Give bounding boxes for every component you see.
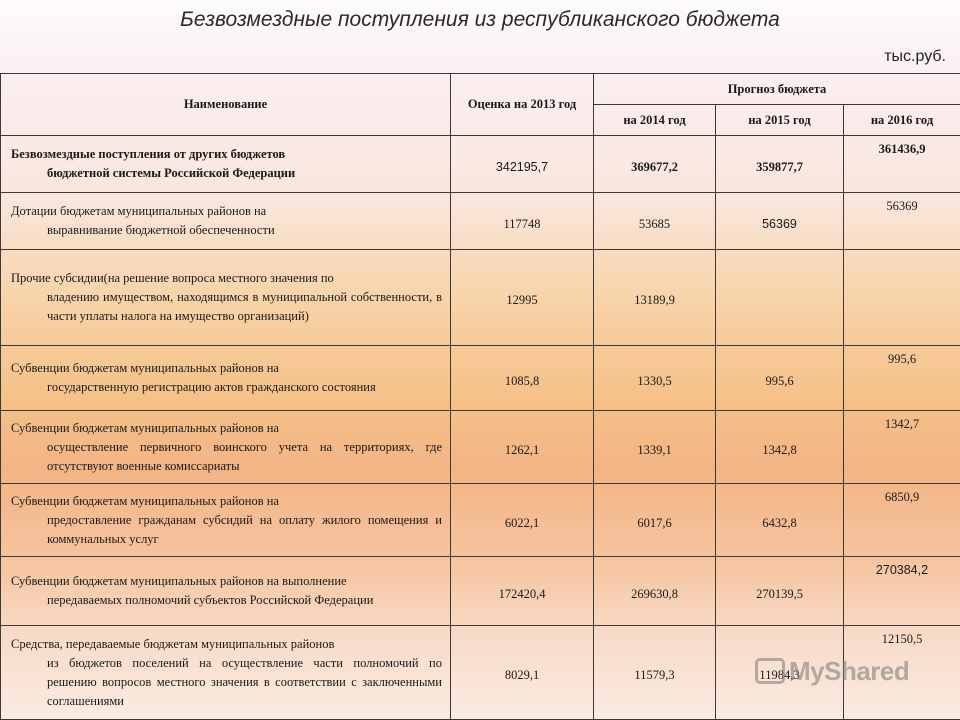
- cell-2014: 53685: [594, 193, 716, 250]
- cell-2015: 1342,8: [716, 411, 844, 484]
- table-row: [1, 193, 960, 250]
- cell-2015: 995,6: [716, 346, 844, 411]
- row-name-line2: осуществление первичного воинского учета на территориях, где отсутствуют военные комиссариаты: [47, 439, 442, 473]
- header-2015: на 2015 год: [716, 105, 844, 136]
- cell-2014: 369677,2: [594, 136, 716, 193]
- row-name-line2: из бюджетов поселений на осуществление части полномочий по решению вопросов местного значения в соответствии с заключенными соглашениями: [47, 655, 442, 708]
- cell-estimate: 117748: [451, 193, 594, 250]
- header-estimate-text: Оценка на 2013 год: [467, 97, 577, 111]
- row-name: [1, 136, 451, 193]
- watermark: [755, 656, 909, 687]
- header-2016: на 2016 год: [844, 105, 960, 136]
- cell-2016: 6850,9: [844, 484, 960, 557]
- cell-2015: [716, 250, 844, 346]
- cell-2015: 270139,5: [716, 557, 844, 626]
- cell-2016: 995,6: [844, 346, 960, 411]
- cell-2016: 1342,7: [844, 411, 960, 484]
- table-row: [1, 411, 960, 484]
- cell-estimate: 8029,1: [451, 626, 594, 720]
- units-label: тыс.руб.: [884, 48, 946, 65]
- cell-2014: 11579,3: [594, 626, 716, 720]
- row-name-line2: владению имуществом, находящимся в муниципальной собственности, в части уплаты налога на имущество организаций): [47, 290, 442, 323]
- row-name-line1: Дотации бюджетам муниципальных районов на: [11, 204, 267, 218]
- table-row: [1, 136, 960, 193]
- row-name-line1: Субвенции бюджетам муниципальных районов на: [11, 420, 279, 435]
- table-row: [1, 250, 960, 346]
- cell-estimate: 1262,1: [451, 411, 594, 484]
- row-name: [1, 557, 451, 626]
- table-row: [1, 346, 960, 411]
- row-name-line1: Средства, передаваемые бюджетам муниципальных районов: [11, 636, 335, 651]
- cell-2014: 1330,5: [594, 346, 716, 411]
- row-name-line1: Субвенции бюджетам муниципальных районов на: [11, 361, 279, 375]
- row-name-line1: Субвенции бюджетам муниципальных районов на: [11, 493, 279, 508]
- header-forecast: Прогноз бюджета: [594, 74, 960, 105]
- cell-2015: 359877,7: [716, 136, 844, 193]
- cell-2014: 269630,8: [594, 557, 716, 626]
- cell-2015: 11984,3: [716, 626, 844, 720]
- cell-2016: 270384,2: [844, 557, 960, 626]
- row-name-line2: передаваемых полномочий субъектов Российской Федерации: [47, 593, 374, 607]
- watermark-icon: [755, 658, 785, 684]
- cell-estimate: 342195,7: [451, 136, 594, 193]
- row-name: [1, 250, 451, 346]
- row-name-line2: выравнивание бюджетной обеспеченности: [47, 223, 275, 237]
- row-name-line2: бюджетной системы Российской Федерации: [47, 166, 296, 180]
- header-2014: на 2014 год: [594, 105, 716, 136]
- cell-estimate: 172420,4: [451, 557, 594, 626]
- header-name: Наименование: [1, 74, 451, 136]
- row-name-line2: государственную регистрацию актов гражданского состояния: [47, 380, 376, 394]
- cell-2016: 56369: [844, 193, 960, 250]
- cell-2014: 1339,1: [594, 411, 716, 484]
- row-name-line2: предоставление гражданам субсидий на оплату жилого помещения и коммунальных услуг: [47, 512, 442, 546]
- row-name: [1, 626, 451, 720]
- row-name-line1: Субвенции бюджетам муниципальных районов на выполнение: [11, 574, 347, 588]
- cell-2015: 6432,8: [716, 484, 844, 557]
- row-name: [1, 346, 451, 411]
- slide-title: Безвозмездные поступления из республиканского бюджета: [180, 8, 780, 31]
- watermark-text: MyShared: [789, 656, 910, 686]
- row-name: [1, 484, 451, 557]
- cell-2016: 12150,5: [844, 626, 960, 720]
- row-name: [1, 193, 451, 250]
- cell-2016: [844, 250, 960, 346]
- header-estimate-2013: [451, 74, 594, 136]
- cell-2014: 6017,6: [594, 484, 716, 557]
- table-row: [1, 557, 960, 626]
- budget-table: [0, 73, 960, 720]
- cell-2016: 361436,9: [844, 136, 960, 193]
- cell-2014: 13189,9: [594, 250, 716, 346]
- cell-estimate: 6022,1: [451, 484, 594, 557]
- row-name: [1, 411, 451, 484]
- table-row: [1, 484, 960, 557]
- cell-2015: 56369: [716, 193, 844, 250]
- table-header-row: [1, 74, 960, 105]
- cell-estimate: 12995: [451, 250, 594, 346]
- cell-estimate: 1085,8: [451, 346, 594, 411]
- row-name-line1: Безвозмездные поступления от других бюджетов: [11, 147, 286, 161]
- row-name-line1: Прочие субсидии(на решение вопроса местного значения по: [11, 271, 334, 285]
